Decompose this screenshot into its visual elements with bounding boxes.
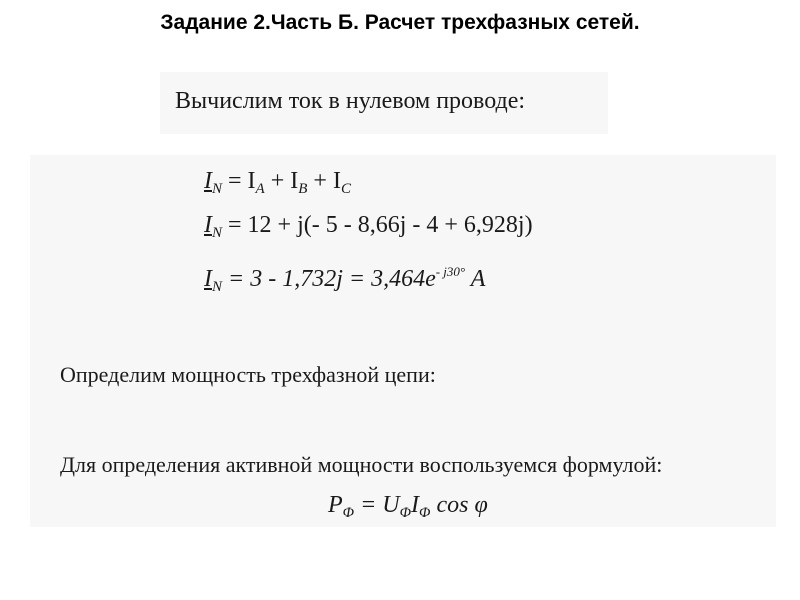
formula3-rhs: = 3 - 1,732j = 3,464e — [222, 266, 436, 292]
formula2-lhs-sub: N — [212, 225, 223, 241]
formula1-a-sub: A — [255, 181, 265, 197]
formula4-tail: cos φ — [430, 492, 488, 518]
formula2-lhs: I — [204, 212, 212, 238]
formula1-c-sub: C — [340, 181, 351, 197]
formula1-eq: = I — [222, 168, 256, 194]
formula4-lhs-sub: Φ — [342, 505, 355, 521]
formula-neutral-current-result — [204, 264, 485, 296]
formula4-eq: = U — [354, 492, 400, 518]
formula4-u-sub: Φ — [399, 505, 412, 521]
slide-title: Задание 2.Часть Б. Расчет трехфазных сетей. — [160, 11, 640, 34]
formula1-plus-b: + I — [264, 168, 299, 194]
heading-neutral-current: Вычислим ток в нулевом проводе: — [175, 88, 526, 114]
formula1-plus-c: + I — [307, 168, 341, 194]
formula3-lhs-sub: N — [212, 279, 223, 295]
formula1-b-sub: B — [298, 181, 308, 197]
formula-neutral-current-values — [204, 212, 533, 242]
heading-active-power: Для определения активной мощности воспользуемся формулой: — [60, 452, 663, 477]
heading-three-phase-power: Определим мощность трехфазной цепи: — [60, 362, 436, 387]
formula3-unit: A — [470, 266, 486, 292]
formula3-exponent: - j30° — [435, 264, 466, 279]
formula2-rhs: = 12 + j(- 5 - 8,66j - 4 + 6,928j) — [222, 212, 533, 238]
formula-neutral-current-sum — [204, 168, 351, 198]
formula4-i: I — [411, 492, 420, 518]
formula3-lhs: I — [204, 266, 212, 292]
formula1-lhs-sub: N — [212, 181, 223, 197]
formula-active-power — [328, 492, 488, 522]
formula1-lhs: I — [204, 168, 212, 194]
formula4-i-sub: Φ — [419, 505, 431, 521]
formula4-lhs: P — [328, 492, 343, 518]
